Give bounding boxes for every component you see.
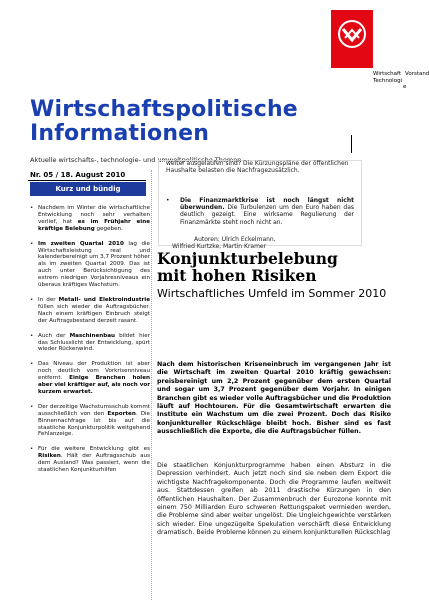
title-line1: Wirtschaftspolitische (30, 97, 298, 122)
logo-caption (373, 71, 429, 91)
finanzmarkt-bullet: • Die Finanzmarktkrise ist noch längst nicht überwunden. Die Turbulenzen um den Euro haben das deutlich gezeigt. Eine wirksame Regulierung der Finanzmärkte steht noch nicht an. (166, 197, 354, 226)
headline-line2: mit hohen Risiken (157, 266, 317, 285)
column-divider (151, 170, 153, 600)
summary-bullet: • Das Niveau der Produktion ist aber noch deutlich vom Vorkrisenniveau entfernt. Einige Branchen holen aber viel kräftiger auf, als noch vor kurzem erwartet. (28, 361, 150, 396)
article-lead: Nach dem historischen Kriseneinbruch im vergangenen Jahr ist die Wirtschaft im zweiten Quartal 2010 kräftig gewachsen: preisbereinigt um 2,2 Prozent gegenüber dem ersten Quartal und sogar um 3,7 Prozent gegenüber dem Vorjahr. In einigen Branchen gibt es wieder volle Auftragsbücher und die Produktion läuft auf Hochtouren. Für die Gesamtwirtschaft erwarten die Institute ein Wachstum um die zwei Prozent. Doch das Risiko konjunktureller Rückschläge bleibt hoch. Bisher sind es fast ausschließlich die Exporte, die die Auftragsbücher füllen. (157, 361, 391, 436)
headline-line1: Konjunkturbelebung (157, 249, 338, 268)
summary-bullet: • Im zweiten Quartal 2010 lag die Wirtschaftsleistung real und kalenderbereinigt um 3,7 Prozent höher als im zweiten Quartal 2009. Das ist auch unter Berücksichtigung des extrem niedrigen Vorjahresniveaus ein überaus kräftiges Wachstum. (28, 241, 150, 289)
logo-line1: Wirtschaft (373, 71, 402, 77)
summary-continuation-text: weiter ausgelaufen sind? Die Kürzungspläne der öffentlichen Haushalte belasten die Nachfragezusätzlich. (166, 160, 349, 175)
summary-bullet: • Nachdem im Winter die wirtschaftliche Entwicklung noch sehr verhalten verlief, hat es im Frühjahr eine kräftige Belebung gegeben. (28, 205, 150, 233)
article-headline (157, 250, 338, 284)
publication-subtitle: Aktuelle wirtschafts-, technologie- und umweltpolitische Themen (30, 156, 242, 164)
ig-metall-logo (331, 10, 373, 68)
issue-number: Nr. 05 / 18. August 2010 (30, 171, 126, 179)
bullet-mark: • (166, 197, 170, 204)
article-subheadline: Wirtschaftliches Umfeld im Sommer 2010 (157, 287, 387, 300)
summary-column (28, 205, 150, 482)
authors-line2: Wilfried Kurtzke, Martin Kramer (172, 243, 267, 251)
summary-bullet: • In der Metall- und Elektroindustrie füllen sich wieder die Auftragsbücher. Nach einem kräftigen Einbruch steigt der Auftragsbestand derzeit rasant. (28, 297, 150, 325)
title-line2: Informationen (30, 121, 210, 146)
publication-title (30, 98, 298, 146)
logo-line2: Technologi (373, 77, 403, 84)
article-body: Die staatlichen Konjunkturprogramme haben einen Absturz in die Depression verhindert. Auch jetzt noch sind sie neben dem Export die wichtigste Nachfragekomponente. Doch die Programme laufen weitweit aus. Stattdessen greifen ab 2011 drastische Kürzungen in den öffentlichen Haushalten. Der Zusammenbruch der Eurozone konnte mit einem 750 Milliarden Euro schweren Rettungspaket vermieden werden, die Probleme sind aber weiter ungelöst. Die Ungleichgewichte verstärken sich wieder. Eine ungezügelte Spekulation verschärft diese Entwicklung dramatisch. Beide Probleme können zu einem konjunkturellen Rückschlag (157, 462, 391, 537)
divider-bar (351, 135, 352, 153)
authors-line1: Autoren: Ulrich Eckelmann, (194, 236, 276, 243)
summary-bullet: • Der derzeitige Wachstumsschub kommt ausschließlich von den Exporten. Die Binnennachfrage ist bis auf die staatliche Konjunkturpolitik weitgehend Fehlanzeige. (28, 404, 150, 439)
summary-bullet: • Auch der Maschinenbau bildet hier das Schlusslicht der Entwicklung, spürt wieder Rückenwind. (28, 333, 150, 354)
summary-bullet: • Für die weitere Entwicklung gibt es Risiken. Hält der Auftragsschub aus dem Ausland? Was passiert, wenn die staatlichen Konjunkturhilfen (28, 446, 150, 474)
logo-line3: e (403, 84, 407, 90)
kurz-und-buendig-banner: Kurz und bündig (30, 182, 146, 196)
issue-divider (28, 180, 146, 181)
logo-vorstand: Vorstand (405, 71, 429, 77)
